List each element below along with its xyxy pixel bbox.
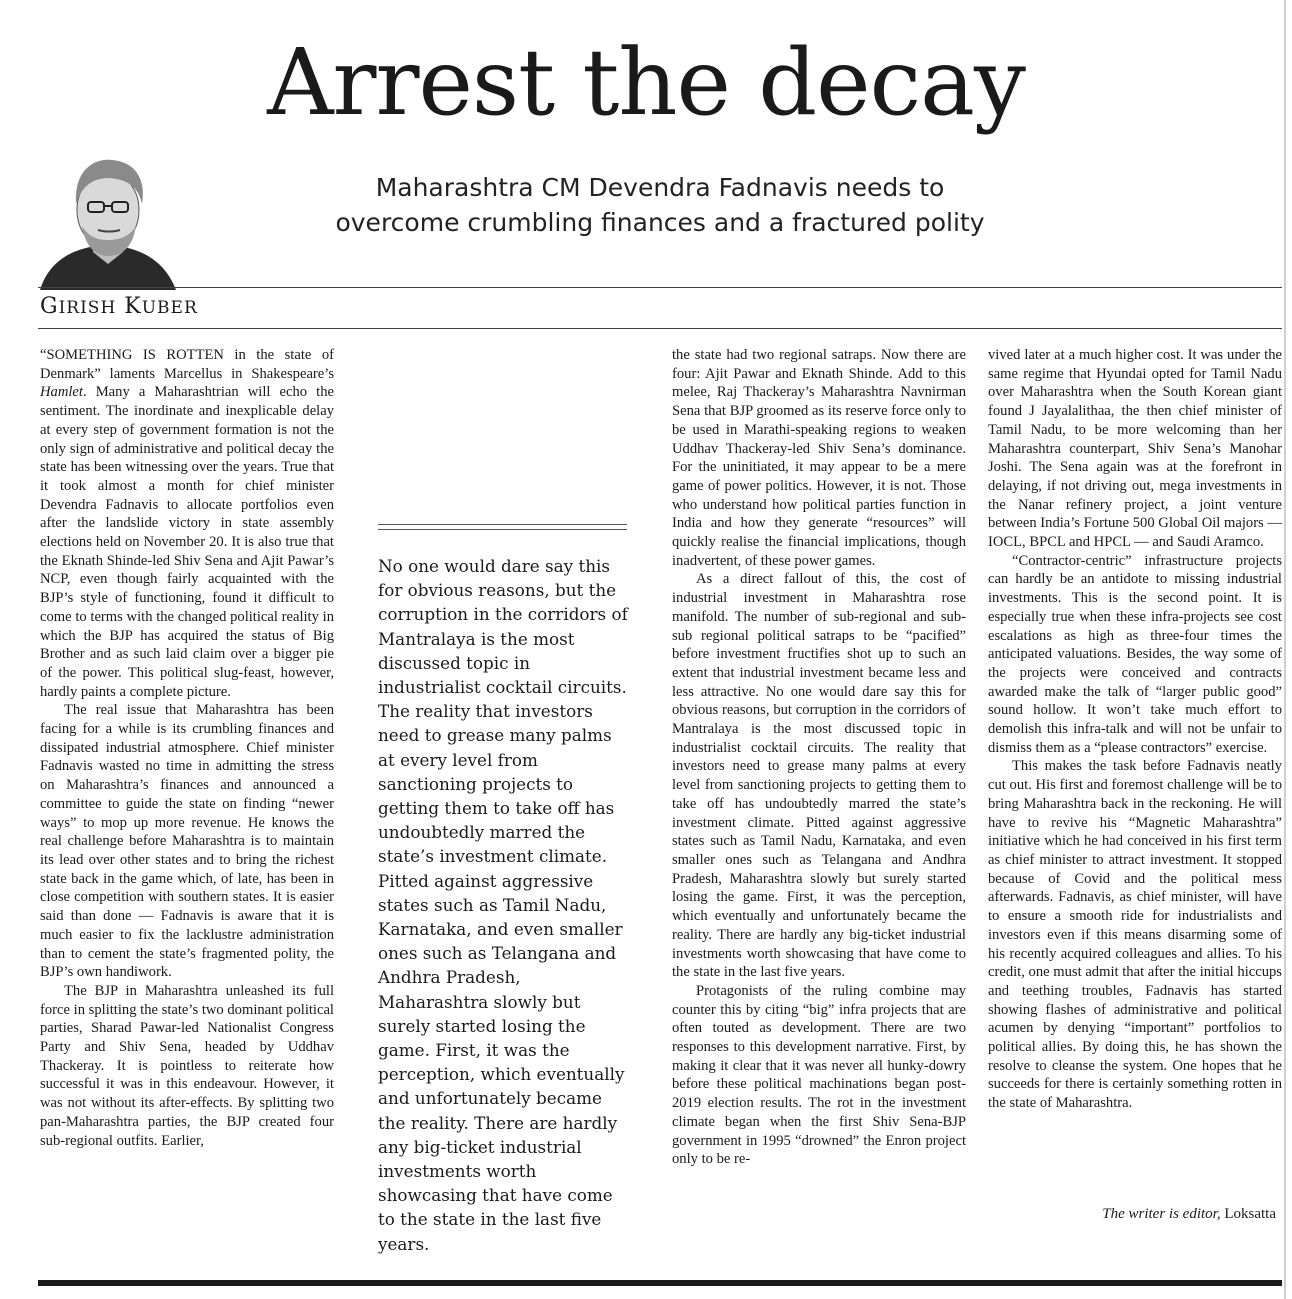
pull-quote: No one would dare say this for obvious reasons, but the corruption in the corridors of Mantralaya is the most discussed topic in industrialist cocktail circuits. The reality that investors need to grease many palms at every level from sanctioning projects to getting them to take off has undoubtedly marred the state’s investment climate. Pitted against aggressive states such as Tamil Nadu, Karnataka, and even smaller ones such as Telangana and Andhra Pradesh, Maharashtra slowly but surely started losing the game. First, it was the perception, which eventually and unfortunately became the reality. There are hardly any big-ticket industrial investments worth showcasing that have come to the state in the last five years. — [378, 556, 628, 1254]
paragraph: The real issue that Maharashtra has been facing for a while is its crumbling finances and dissipated industrial atmosphere. Chief minister Fadnavis wasted no time in admitting the stress on Maharashtra’s finances and announced a committee to guide the state on finding “newer ways” to mop up more revenue. He knows the real challenge before Maharashtra is to maintain its lead over other states and to bring the richest state back in the game which, of late, has been in close competition with southern states. It is easier said than done — Fadnavis is aware that it is much easier to fix the lacklustre administration than to cement the state’s fragmented polity, the BJP’s own handiwork. — [40, 702, 334, 981]
author-portrait — [38, 152, 178, 290]
byline-first-rest: IRISH — [58, 298, 117, 318]
paragraph-rest: . Many a Maharashtrian will echo the sentiment. The inordinate and inexplicable delay at every step of government formation is not the only sign of administrative and political decay the state has been witnessing over the years. True that it took almost a month for chief minister Devendra Fadnavis to allocate portfolios even after the landslide victory in state assembly elections held on November 20. It is also true that the Eknath Shinde-led Shiv Sena and Ajit Pawar’s NCP, even though fairly acquainted with the BJP’s style of functioning, found it difficult to come to terms with the changed political reality in which the BJP has acquired the status of Big Brother and as such laid claim over a bigger pie of the power. This political slug-feast, however, hardly paints a complete picture. — [40, 384, 334, 700]
paragraph: The BJP in Maharashtra unleashed its full force in splitting the state’s two dominant political parties, Sharad Pawar-led Nationalist Congress Party and Shiv Sena, headed by Uddhav Thackeray. It is pointless to reiterate how successful it was in this endeavour. However, it was not without its after-effects. By splitting two pan-Maharashtra parties, the BJP created four sub-regional outfits. Earlier, — [40, 982, 334, 1149]
byline-rule — [38, 287, 1282, 288]
bottom-rule — [38, 1280, 1282, 1286]
standfirst: Maharashtra CM Devendra Fadnavis needs to overcome crumbling finances and a fractured polity — [335, 173, 985, 237]
writer-note-publication: Loksatta — [1224, 1206, 1276, 1222]
paragraph: “Contractor-centric” infrastructure projects can hardly be an antidote to missing industrial investments. This is the second point. It is especially true when these infra-projects see cost escalations as high as three-four times the anticipated valuations. Besides, the way some of the projects were conceived and contracts awarded make the talk of “larger public good” sound hollow. It won’t take much effort to demolish this infra-talk and will not be unfair to dismiss them as a “please contractors” exercise. — [988, 552, 1282, 756]
paragraph: As a direct fallout of this, the cost of industrial investment in Maharashtra rose manifold. The number of sub-regional and sub-sub regional political satraps to be “pacified” before investment fructifies shot up to such an extent that industrial investment became less and less attractive. No one would dare say this for obvious reasons, but corruption in the corridors of Mantralaya is the most discussed topic in industrialist cocktail circuits. The reality that investors need to grease many palms at every level from sanctioning projects to getting them to take off has undoubtedly marred the state’s investment climate. Pitted against aggressive states such as Tamil Nadu, Karnataka, and even smaller ones such as Telangana and Andhra Pradesh, Maharashtra slowly but surely started losing the game. First, it was the perception, which eventually and unfortunately became the reality. There are hardly any big-ticket industrial investments worth showcasing that have come to the state in the last five years. — [672, 571, 966, 981]
paragraph — [40, 346, 334, 701]
page-edge — [1284, 0, 1286, 1299]
article-column-1 — [40, 346, 334, 1226]
byline-rule — [38, 328, 1282, 329]
rule — [378, 524, 627, 525]
paragraph: the state had two regional satraps. Now there are four: Ajit Pawar and Eknath Shinde. Add to this melee, Raj Thackeray’s Maharashtra Navnirman Sena that BJP groomed as its reserve force only to be used in Marathi-speaking regions to weaken Uddhav Thackeray-led Shiv Sena’s dominance. For the uninitiated, it may appear to be a mere game of power politics. However, it is not. Those who understand how political parties function in India and how they generate “resources” will quickly realise the financial implications, though inadvertent, of these power games. — [672, 347, 966, 569]
article-column-3 — [672, 346, 966, 1226]
writer-note — [1102, 1206, 1276, 1223]
byline — [40, 294, 198, 319]
byline-last-initial: K — [124, 294, 142, 319]
paragraph-lead: “SOMETHING IS ROTTEN in the state of Denmark” laments Marcellus in Shakespeare’s — [40, 347, 334, 382]
article-column-4 — [988, 346, 1282, 1226]
headline: Arrest the decay — [267, 29, 1025, 136]
paragraph: Protagonists of the ruling combine may counter this by citing “big” infra projects that are often touted as development. There are two responses to this development narrative. First, by making it clear that it was never all hunky-dowry before these political machinations began post-2019 election results. The rot in the investment climate began when the first Shiv Sena-BJP government in 1995 “drowned” the Enron project only to be re- — [672, 982, 966, 1168]
writer-note-italic: The writer is editor, — [1102, 1206, 1225, 1222]
pull-quote-rules — [378, 524, 627, 534]
byline-last-rest: UBER — [141, 298, 198, 318]
paragraph: vived later at a much higher cost. It was under the same regime that Hyundai opted for Tamil Nadu over Maharashtra when the South Korean giant found J Jayalalithaa, the then chief minister of Tamil Nadu, to be more welcoming than her Maharashtra counterpart, Shiv Sena’s Manohar Joshi. The Sena again was at the forefront in delaying, if not driving out, mega investments in the Nanar refinery project, a joint venture between India’s Fortune 500 Global Oil majors — IOCL, BPCL and HPCL — and Saudi Aramco. — [988, 347, 1282, 551]
paragraph: This makes the task before Fadnavis neatly cut out. His first and foremost challenge will be to bring Maharashtra back in the reckoning. He will have to revive his “Magnetic Maharashtra” initiative which he had conceived in his first term as chief minister to attract investment. It stopped because of Covid and the political mess afterwards. Fadnavis, as chief minister, will have to ensure a smooth ride for industrialists and investors even if this means disarming some of his recently acquired colleagues and allies. To his credit, one must admit that after the initial hiccups and teething troubles, Fadnavis has started showing flashes of administrative and political acumen by denying “important” portfolios to political allies. By doing this, he has shown the resolve to cleanse the system. One hopes that he succeeds for there is certainly something rotten in the state of Maharashtra. — [988, 758, 1282, 1112]
rule — [378, 529, 627, 530]
paragraph-italic: Hamlet — [40, 384, 83, 401]
byline-first-initial: G — [40, 294, 59, 319]
